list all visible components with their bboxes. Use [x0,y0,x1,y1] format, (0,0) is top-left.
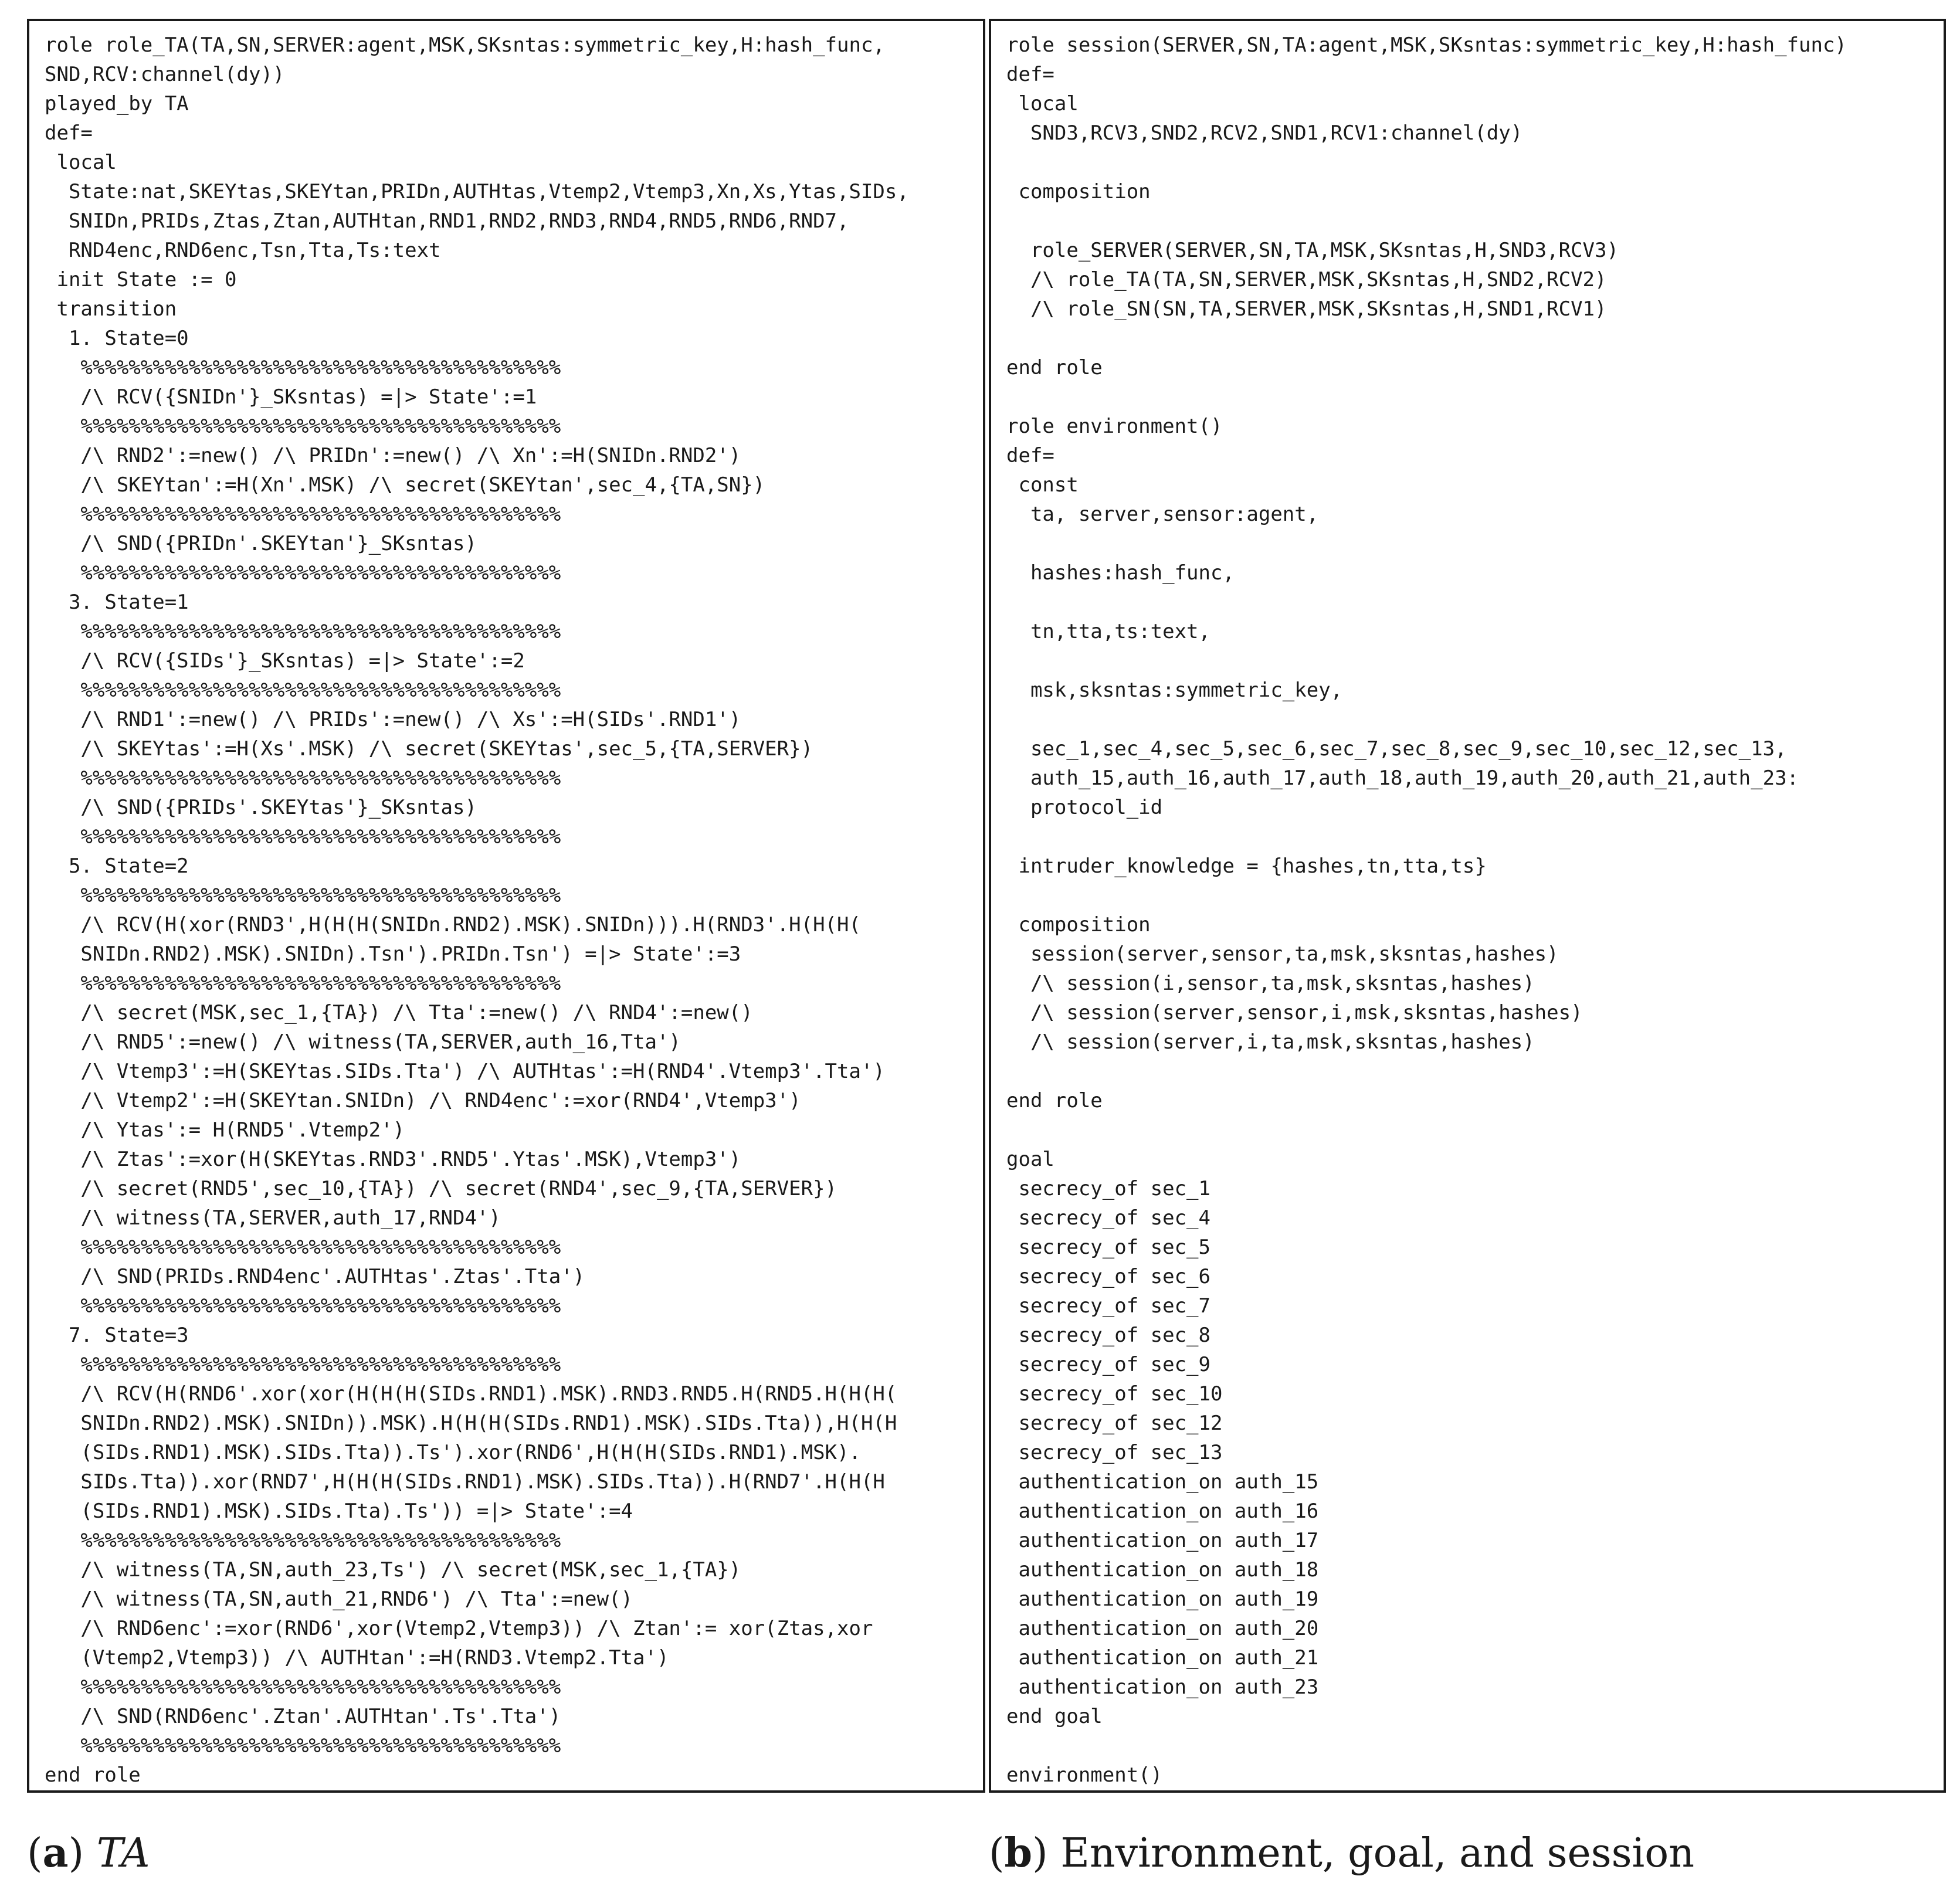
code-line: /\ Vtemp2':=H(SKEYtan.SNIDn) /\ RND4enc':=xor(RND4',Vtemp3') [45,1089,801,1112]
code-line: %%%%%%%%%%%%%%%%%%%%%%%%%%%%%%%%%%%%%%%% [45,503,561,526]
code-line: SNIDn.RND2).MSK).SNIDn)).MSK).H(H(H(SIDs.RND1).MSK).SIDs.Tta)),H(H(H [45,1412,897,1435]
code-line: secrecy_of sec_6 [1006,1265,1210,1288]
code-line: local [45,151,117,174]
code-line: end role [1006,1089,1103,1112]
code-line: authentication_on auth_21 [1006,1646,1319,1670]
code-line: %%%%%%%%%%%%%%%%%%%%%%%%%%%%%%%%%%%%%%%% [45,884,561,907]
code-line: %%%%%%%%%%%%%%%%%%%%%%%%%%%%%%%%%%%%%%%% [45,1236,561,1259]
code-line: %%%%%%%%%%%%%%%%%%%%%%%%%%%%%%%%%%%%%%%% [45,1529,561,1552]
code-line: role environment() [1006,415,1223,438]
code-line: secrecy_of sec_13 [1006,1441,1223,1464]
code-line: (SIDs.RND1).MSK).SIDs.Tta)).Ts').xor(RND6',H(H(H(SIDs.RND1).MSK). [45,1441,861,1464]
code-line: /\ role_TA(TA,SN,SERVER,MSK,SKsntas,H,SND2,RCV2) [1006,268,1607,291]
code-line: end role [1006,356,1103,379]
code-line: State:nat,SKEYtas,SKEYtan,PRIDn,AUTHtas,Vtemp2,Vtemp3,Xn,Xs,Ytas,SIDs, [45,180,909,203]
code-line: /\ Vtemp3':=H(SKEYtas.SIDs.Tta') /\ AUTHtas':=H(RND4'.Vtemp3'.Tta') [45,1060,885,1083]
code-line: /\ SKEYtan':=H(Xn'.MSK) /\ secret(SKEYtan',sec_4,{TA,SN}) [45,473,765,497]
code-line: secrecy_of sec_12 [1006,1412,1223,1435]
code-line: secrecy_of sec_5 [1006,1236,1210,1259]
code-line: /\ SND(PRIDs.RND4enc'.AUTHtas'.Ztas'.Tta') [45,1265,585,1288]
code-line: role session(SERVER,SN,TA:agent,MSK,SKsntas:symmetric_key,H:hash_func) [1006,33,1847,57]
code-line: played_by TA [45,92,189,116]
code-line: %%%%%%%%%%%%%%%%%%%%%%%%%%%%%%%%%%%%%%%% [45,620,561,643]
code-line: /\ session(server,i,ta,msk,sksntas,hashes) [1006,1030,1535,1054]
code-line: authentication_on auth_18 [1006,1558,1319,1582]
code-line: (SIDs.RND1).MSK).SIDs.Tta).Ts')) =|> State':=4 [45,1500,633,1523]
code-line: /\ Ytas':= H(RND5'.Vtemp2') [45,1118,405,1142]
code-line: authentication_on auth_16 [1006,1500,1319,1523]
code-line: %%%%%%%%%%%%%%%%%%%%%%%%%%%%%%%%%%%%%%%% [45,1353,561,1376]
code-line: /\ RCV(H(RND6'.xor(xor(H(H(H(SIDs.RND1).MSK).RND3.RND5.H(RND5.H(H(H( [45,1382,897,1406]
code-line: composition [1006,913,1151,937]
code-line: role_SERVER(SERVER,SN,TA,MSK,SKsntas,H,SND3,RCV3) [1006,239,1619,262]
code-line: authentication_on auth_23 [1006,1675,1319,1699]
code-line: /\ witness(TA,SERVER,auth_17,RND4') [45,1206,501,1230]
code-line: %%%%%%%%%%%%%%%%%%%%%%%%%%%%%%%%%%%%%%%% [45,766,561,790]
code-line: SND3,RCV3,SND2,RCV2,SND1,RCV1:channel(dy) [1006,121,1523,145]
caption-a-label: a [42,1830,69,1877]
panel-role-ta [27,19,985,1793]
code-line: secrecy_of sec_9 [1006,1353,1210,1376]
code-line: authentication_on auth_17 [1006,1529,1319,1552]
code-line: /\ RND6enc':=xor(RND6',xor(Vtemp2,Vtemp3)) /\ Ztan':= xor(Ztas,xor [45,1617,873,1640]
code-line: end role [45,1763,141,1787]
code-line: RND4enc,RND6enc,Tsn,Tta,Ts:text [45,239,441,262]
code-line: %%%%%%%%%%%%%%%%%%%%%%%%%%%%%%%%%%%%%%%% [45,415,561,438]
code-line: /\ RCV({SNIDn'}_SKsntas) =|> State':=1 [45,385,537,409]
code-line: ta, server,sensor:agent, [1006,503,1319,526]
code-line: def= [1006,63,1054,86]
code-line: 5. State=2 [45,854,189,878]
code-listing-session-environment-goal [1006,30,1847,1790]
code-line: /\ RND5':=new() /\ witness(TA,SERVER,auth_16,Tta') [45,1030,681,1054]
code-line: /\ role_SN(SN,TA,SERVER,MSK,SKsntas,H,SND1,RCV1) [1006,297,1607,321]
caption-b-label: b [1004,1830,1033,1877]
code-line: authentication_on auth_20 [1006,1617,1319,1640]
code-line: def= [1006,444,1054,467]
code-line: msk,sksntas:symmetric_key, [1006,679,1343,702]
code-line: /\ RND1':=new() /\ PRIDs':=new() /\ Xs':=H(SIDs'.RND1') [45,708,741,731]
code-line: %%%%%%%%%%%%%%%%%%%%%%%%%%%%%%%%%%%%%%%% [45,1675,561,1699]
caption-a-text: TA [96,1830,150,1877]
code-line: /\ RCV(H(xor(RND3',H(H(H(SNIDn.RND2).MSK).SNIDn))).H(RND3'.H(H(H( [45,913,861,937]
code-line: role role_TA(TA,SN,SERVER:agent,MSK,SKsntas:symmetric_key,H:hash_func, [45,33,885,57]
code-line: def= [45,121,93,145]
code-line: /\ secret(RND5',sec_10,{TA}) /\ secret(RND4',sec_9,{TA,SERVER}) [45,1177,837,1200]
caption-a: (a) TA [27,1830,150,1877]
code-line: environment() [1006,1763,1163,1787]
code-line: authentication_on auth_15 [1006,1470,1319,1494]
code-line: %%%%%%%%%%%%%%%%%%%%%%%%%%%%%%%%%%%%%%%% [45,561,561,585]
code-line: %%%%%%%%%%%%%%%%%%%%%%%%%%%%%%%%%%%%%%%% [45,1294,561,1318]
code-line: auth_15,auth_16,auth_17,auth_18,auth_19,auth_20,auth_21,auth_23: [1006,766,1799,790]
caption-b: (b) Environment, goal, and session [989,1830,1695,1877]
caption-b-text: Environment, goal, and session [1060,1830,1695,1877]
code-line: local [1006,92,1079,116]
code-line: /\ RND2':=new() /\ PRIDn':=new() /\ Xn':=H(SNIDn.RND2') [45,444,741,467]
code-line: secrecy_of sec_10 [1006,1382,1223,1406]
code-line: /\ session(server,sensor,i,msk,sksntas,hashes) [1006,1001,1583,1024]
code-line: session(server,sensor,ta,msk,sksntas,hashes) [1006,942,1559,966]
code-line: 7. State=3 [45,1324,189,1347]
code-line: %%%%%%%%%%%%%%%%%%%%%%%%%%%%%%%%%%%%%%%% [45,356,561,379]
code-line: composition [1006,180,1151,203]
code-line: tn,tta,ts:text, [1006,620,1210,643]
code-line: SNIDn.RND2).MSK).SNIDn).Tsn').PRIDn.Tsn') =|> State':=3 [45,942,741,966]
code-line: /\ session(i,sensor,ta,msk,sksntas,hashes) [1006,972,1535,995]
code-line: end goal [1006,1705,1103,1728]
code-listing-role-ta [45,30,909,1790]
code-line: SNIDn,PRIDs,Ztas,Ztan,AUTHtan,RND1,RND2,RND3,RND4,RND5,RND6,RND7, [45,209,849,233]
code-line: /\ Ztas':=xor(H(SKEYtas.RND3'.RND5'.Ytas'.MSK),Vtemp3') [45,1148,741,1171]
code-line: goal [1006,1148,1054,1171]
code-line: %%%%%%%%%%%%%%%%%%%%%%%%%%%%%%%%%%%%%%%% [45,972,561,995]
code-line: intruder_knowledge = {hashes,tn,tta,ts} [1006,854,1487,878]
code-line: init State := 0 [45,268,237,291]
code-line: /\ secret(MSK,sec_1,{TA}) /\ Tta':=new() /\ RND4':=new() [45,1001,753,1024]
code-line: secrecy_of sec_8 [1006,1324,1210,1347]
code-line: /\ witness(TA,SN,auth_23,Ts') /\ secret(MSK,sec_1,{TA}) [45,1558,741,1582]
code-line: transition [45,297,177,321]
code-line: /\ SND({PRIDn'.SKEYtan'}_SKsntas) [45,532,477,555]
code-line: %%%%%%%%%%%%%%%%%%%%%%%%%%%%%%%%%%%%%%%% [45,1734,561,1758]
code-line: /\ SKEYtas':=H(Xs'.MSK) /\ secret(SKEYtas',sec_5,{TA,SERVER}) [45,737,813,761]
code-line: 1. State=0 [45,327,189,350]
code-line: authentication_on auth_19 [1006,1587,1319,1611]
code-line: secrecy_of sec_7 [1006,1294,1210,1318]
code-line: /\ SND(RND6enc'.Ztan'.AUTHtan'.Ts'.Tta') [45,1705,561,1728]
code-line: /\ RCV({SIDs'}_SKsntas) =|> State':=2 [45,649,525,673]
code-line: /\ SND({PRIDs'.SKEYtas'}_SKsntas) [45,796,477,819]
code-line: sec_1,sec_4,sec_5,sec_6,sec_7,sec_8,sec_9,sec_10,sec_12,sec_13, [1006,737,1787,761]
code-line: %%%%%%%%%%%%%%%%%%%%%%%%%%%%%%%%%%%%%%%% [45,825,561,849]
code-line: 3. State=1 [45,591,189,614]
panel-session-environment-goal [989,19,1946,1793]
code-line: secrecy_of sec_1 [1006,1177,1210,1200]
code-line: secrecy_of sec_4 [1006,1206,1210,1230]
code-line: /\ witness(TA,SN,auth_21,RND6') /\ Tta':=new() [45,1587,633,1611]
code-line: SND,RCV:channel(dy)) [45,63,285,86]
code-line: (Vtemp2,Vtemp3)) /\ AUTHtan':=H(RND3.Vtemp2.Tta') [45,1646,669,1670]
code-line: hashes:hash_func, [1006,561,1235,585]
code-line: const [1006,473,1079,497]
code-line: SIDs.Tta)).xor(RND7',H(H(H(SIDs.RND1).MSK).SIDs.Tta)).H(RND7'.H(H(H [45,1470,885,1494]
code-line: %%%%%%%%%%%%%%%%%%%%%%%%%%%%%%%%%%%%%%%% [45,679,561,702]
code-line: protocol_id [1006,796,1163,819]
